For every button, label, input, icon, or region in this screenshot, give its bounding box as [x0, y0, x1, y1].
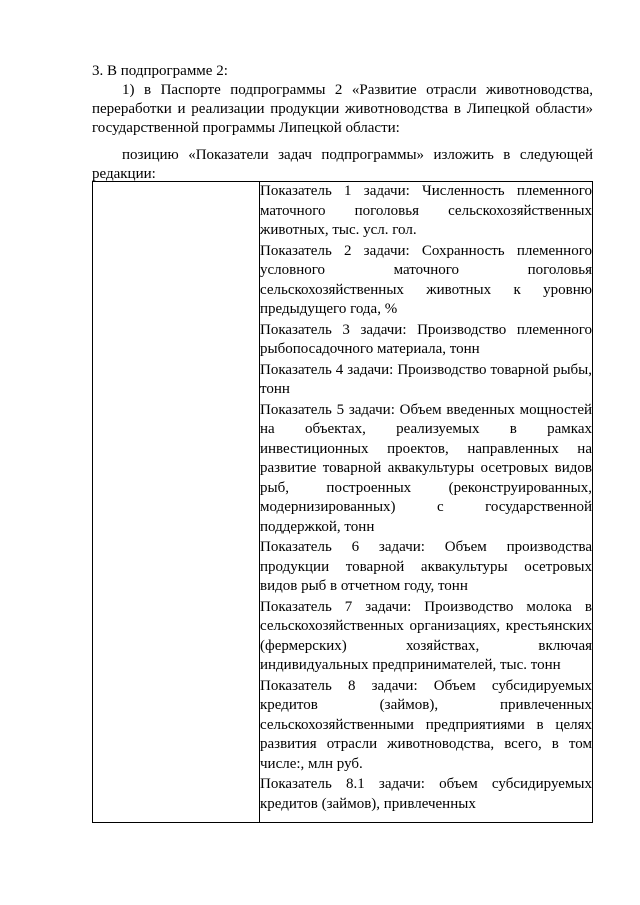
- indicator-8-1: Показатель 8.1 задачи: объем субсидируемых кредитов (займов), привлеченных: [260, 776, 592, 812]
- passport-table: [92, 181, 593, 823]
- position-name-cell: [93, 182, 260, 823]
- indicator-4: Показатель 4 задачи: Производство товарной рыбы, тонн: [260, 361, 592, 397]
- table-row: [93, 182, 593, 823]
- indicator-3: Показатель 3 задачи: Производство племенного рыбопосадочного материала, тонн: [260, 321, 592, 357]
- indicator-2: Показатель 2 задачи: Сохранность племенного условного маточного поголовья сельскохозяйственных животных к уровню предыдущего года, %: [260, 242, 592, 317]
- indicator-7: Показатель 7 задачи: Производство молока в сельскохозяйственных организациях, крестьянских (фермерских) хозяйствах, включая индивидуальных предпринимателей, тыс. тонн: [260, 598, 592, 673]
- indicators-cell: [260, 182, 593, 823]
- indicator-6: Показатель 6 задачи: Объем производства продукции товарной аквакультуры осетровых видов рыб в отчетном году, тонн: [260, 539, 592, 594]
- indicator-5: Показатель 5 задачи: Объем введенных мощностей на объектах, реализуемых в рамках инвестиционных проектов, направленных на развитие товарной аквакультуры осетровых видов рыб, построенных (реконструированных, модернизированных) с государственной поддержкой, тонн: [260, 401, 592, 535]
- indicators-list: [260, 182, 592, 822]
- paragraph-item-1: 1) в Паспорте подпрограммы 2 «Развитие отрасли животноводства, переработки и реализации продукции животноводства в Липецкой области» государственной программы Липецкой области:: [92, 82, 593, 136]
- paragraph-instruction: позицию «Показатели задач подпрограммы» изложить в следующей редакции:: [92, 147, 593, 182]
- section-heading: 3. В подпрограмме 2:: [92, 63, 228, 79]
- indicator-1: Показатель 1 задачи: Численность племенного маточного поголовья сельскохозяйственных животных, тыс. усл. гол.: [260, 183, 592, 238]
- indicator-8: Показатель 8 задачи: Объем субсидируемых кредитов (займов), привлеченных сельскохозяйственными предприятиями в целях развития отрасли животноводства, всего, в том числе:, млн руб.: [260, 677, 592, 772]
